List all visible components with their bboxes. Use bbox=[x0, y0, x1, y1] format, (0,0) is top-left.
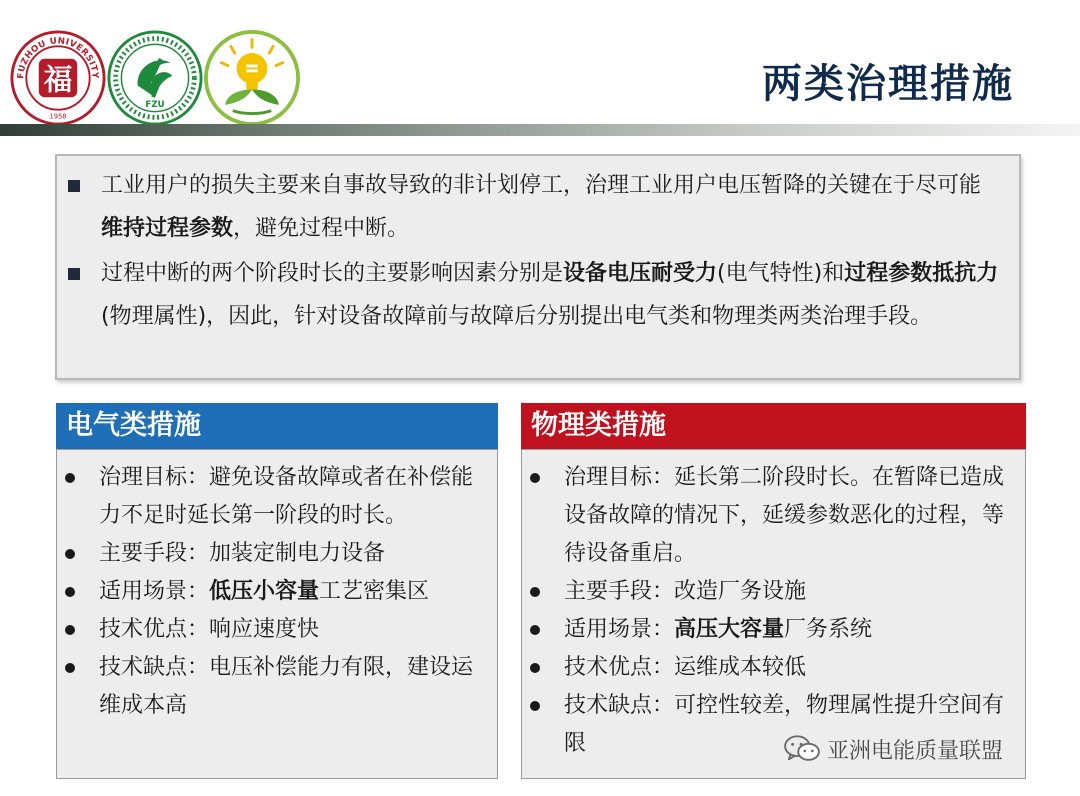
electrical-goal-text: 治理目标：避免设备故障或者在补偿能力不足时延长第一阶段的时长。 bbox=[99, 465, 474, 528]
electrical-pros-item bbox=[99, 611, 483, 649]
intro-p2-text-b: (电气特性)和 bbox=[717, 261, 845, 286]
wechat-watermark bbox=[783, 731, 1003, 767]
intro-p2-bold-b: 过程参数抵抗力 bbox=[844, 261, 999, 286]
bullet-dot-icon bbox=[65, 549, 75, 559]
physical-scene-prefix: 适用场景： bbox=[564, 617, 675, 642]
intro-p1-text-b: ，避免过程中断。 bbox=[233, 216, 410, 241]
bullet-dot-icon bbox=[530, 587, 540, 597]
watermark-text: 亚洲电能质量联盟 bbox=[827, 738, 1004, 764]
electrical-pros-text: 技术优点：响应速度快 bbox=[99, 617, 320, 642]
electrical-cons-text: 技术缺点：电压补偿能力有限，建设运维成本高 bbox=[99, 655, 474, 718]
svg-text:福: 福 bbox=[43, 62, 73, 97]
electrical-scene-suffix: 工艺密集区 bbox=[319, 579, 430, 604]
intro-paragraph-2 bbox=[101, 252, 999, 338]
electrical-means-item bbox=[99, 535, 483, 573]
intro-p1-bold-a: 维持过程参数 bbox=[101, 216, 234, 241]
bullet-dot-icon bbox=[65, 473, 75, 483]
physical-measures-header: 物理类措施 bbox=[521, 403, 1026, 449]
svg-text:FUZHOU UNIVERSITY: FUZHOU UNIVERSITY bbox=[16, 36, 100, 80]
bullet-dot-icon bbox=[530, 663, 540, 673]
electrical-measures-panel bbox=[56, 449, 498, 779]
intro-paragraph-1 bbox=[101, 164, 999, 250]
fzu-power-quality-logo-icon bbox=[107, 30, 203, 126]
electrical-measures-header: 电气类措施 bbox=[56, 403, 498, 449]
electrical-goal-item bbox=[99, 459, 483, 535]
physical-measures-list bbox=[564, 459, 1011, 763]
header-divider bbox=[0, 124, 1080, 136]
electrical-means-text: 主要手段：加装定制电力设备 bbox=[99, 541, 386, 566]
bullet-dot-icon bbox=[530, 701, 540, 711]
electrical-scene-item bbox=[99, 573, 483, 611]
physical-scene-bold: 高压大容量 bbox=[674, 617, 785, 642]
physical-scene-item bbox=[564, 611, 1011, 649]
bullet-dot-icon bbox=[65, 625, 75, 635]
square-bullet-icon bbox=[68, 180, 80, 192]
power-quality-lightbulb-icon bbox=[204, 30, 300, 126]
physical-goal-item bbox=[564, 459, 1011, 573]
physical-means-item bbox=[564, 573, 1011, 611]
bullet-dot-icon bbox=[530, 473, 540, 483]
bullet-dot-icon bbox=[530, 625, 540, 635]
intro-p2-text-c: (物理属性)，因此，针对设备故障前与故障后分别提出电气类和物理类两类治理手段。 bbox=[101, 304, 933, 329]
page-title: 两类治理措施 bbox=[762, 61, 1014, 107]
bullet-dot-icon bbox=[65, 663, 75, 673]
intro-panel bbox=[55, 154, 1021, 380]
svg-text:1958: 1958 bbox=[49, 112, 67, 121]
electrical-scene-prefix: 适用场景： bbox=[99, 579, 210, 604]
physical-cons-text: 技术缺点：可控性较差，物理属性提升空间有限 bbox=[564, 693, 1005, 756]
bullet-dot-icon bbox=[65, 587, 75, 597]
fuzhou-university-seal-icon bbox=[10, 30, 106, 126]
intro-p2-text-a: 过程中断的两个阶段时长的主要影响因素分别是 bbox=[101, 261, 564, 286]
header-logos bbox=[8, 30, 298, 134]
electrical-scene-bold: 低压小容量 bbox=[209, 579, 320, 604]
physical-means-text: 主要手段：改造厂务设施 bbox=[564, 579, 807, 604]
square-bullet-icon bbox=[68, 268, 80, 280]
electrical-measures-list bbox=[99, 459, 483, 725]
physical-pros-text: 技术优点：运维成本较低 bbox=[564, 655, 807, 680]
svg-text:FZU: FZU bbox=[145, 99, 165, 110]
physical-measures-panel bbox=[521, 449, 1026, 779]
wechat-icon bbox=[783, 734, 821, 764]
electrical-cons-item bbox=[99, 649, 483, 725]
intro-p2-bold-a: 设备电压耐受力 bbox=[563, 261, 718, 286]
physical-goal-text: 治理目标：延长第二阶段时长。在暂降已造成设备故障的情况下，延缓参数恶化的过程，等待设备重启。 bbox=[564, 465, 1005, 566]
intro-p1-text-a: 工业用户的损失主要来自事故导致的非计划停工，治理工业用户电压暂降的关键在于尽可能 bbox=[101, 173, 982, 198]
physical-scene-suffix: 厂务系统 bbox=[784, 617, 873, 642]
physical-pros-item bbox=[564, 649, 1011, 687]
